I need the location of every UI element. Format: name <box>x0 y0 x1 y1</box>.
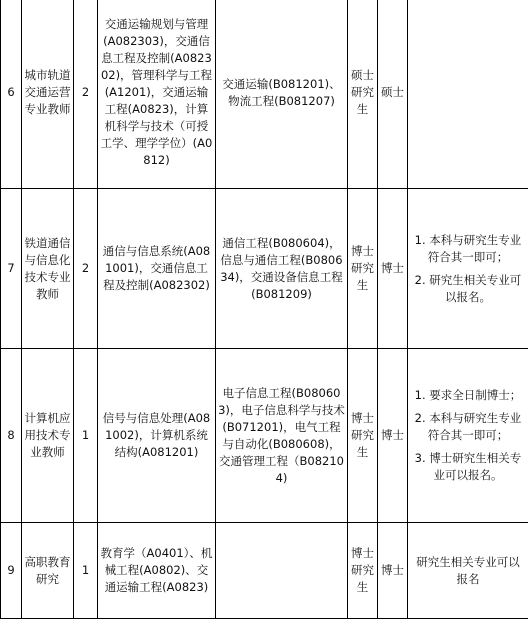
position-name: 高职教育研究 <box>22 523 74 619</box>
headcount: 2 <box>74 0 98 189</box>
table-row <box>1 189 528 349</box>
headcount: 2 <box>74 189 98 349</box>
phd-majors: 交通运输(B081201)、物流工程(B081207) <box>216 0 348 189</box>
degree: 博士 <box>378 523 408 619</box>
note-line: 2. 本科与研究生专业符合其一即可； <box>414 410 522 444</box>
headcount: 1 <box>74 349 98 523</box>
note-line: 3. 博士研究生相关专业可以报名。 <box>414 450 522 484</box>
table-row <box>1 523 528 619</box>
degree: 博士 <box>378 349 408 523</box>
degree: 博士 <box>378 189 408 349</box>
notes-cell <box>408 189 528 349</box>
position-name: 计算机应用技术专业教师 <box>22 349 74 523</box>
row-number: 9 <box>1 523 22 619</box>
education-level: 博士研究生 <box>348 523 378 619</box>
position-name: 铁道通信与信息化技术专业教师 <box>22 189 74 349</box>
phd-majors: 电子信息工程(B080603)，电子信息科学与技术(B071201)，电气工程与自动化(B080608)，交通管理工程（B082104) <box>216 349 348 523</box>
row-number: 7 <box>1 189 22 349</box>
phd-majors <box>216 523 348 619</box>
row-number: 8 <box>1 349 22 523</box>
phd-majors: 通信工程(B080604)，信息与通信工程(B080634)，交通设备信息工程(B081209) <box>216 189 348 349</box>
note-line: 研究生相关专业可以报名 <box>414 554 522 588</box>
notes-cell <box>408 0 528 189</box>
master-majors: 教育学（A0401）、机械工程(A0802)、交通运输工程(A0823) <box>98 523 216 619</box>
degree: 硕士 <box>378 0 408 189</box>
master-majors: 交通运输规划与管理(A082303)，交通信息工程及控制(A082302)，管理科学与工程(A1201)，交通运输工程(A0823)，计算机科学与技术（可授工学、理学学位）(A0812) <box>98 0 216 189</box>
notes-cell <box>408 349 528 523</box>
master-majors: 信号与信息处理(A081002)，计算机系统结构(A081201) <box>98 349 216 523</box>
education-level: 博士研究生 <box>348 349 378 523</box>
note-line: 1. 本科与研究生专业符合其一即可； <box>414 232 522 266</box>
row-number: 6 <box>1 0 22 189</box>
headcount: 1 <box>74 523 98 619</box>
table-row <box>1 349 528 523</box>
education-level: 博士研究生 <box>348 189 378 349</box>
position-name: 城市轨道交通运营专业教师 <box>22 0 74 189</box>
table-row <box>1 0 528 189</box>
master-majors: 通信与信息系统(A081001)，交通信息工程及控制(A082302) <box>98 189 216 349</box>
note-line: 2. 研究生相关专业可以报名。 <box>414 272 522 306</box>
note-line: 1. 要求全日制博士； <box>414 387 522 404</box>
education-level: 硕士研究生 <box>348 0 378 189</box>
notes-cell <box>408 523 528 619</box>
